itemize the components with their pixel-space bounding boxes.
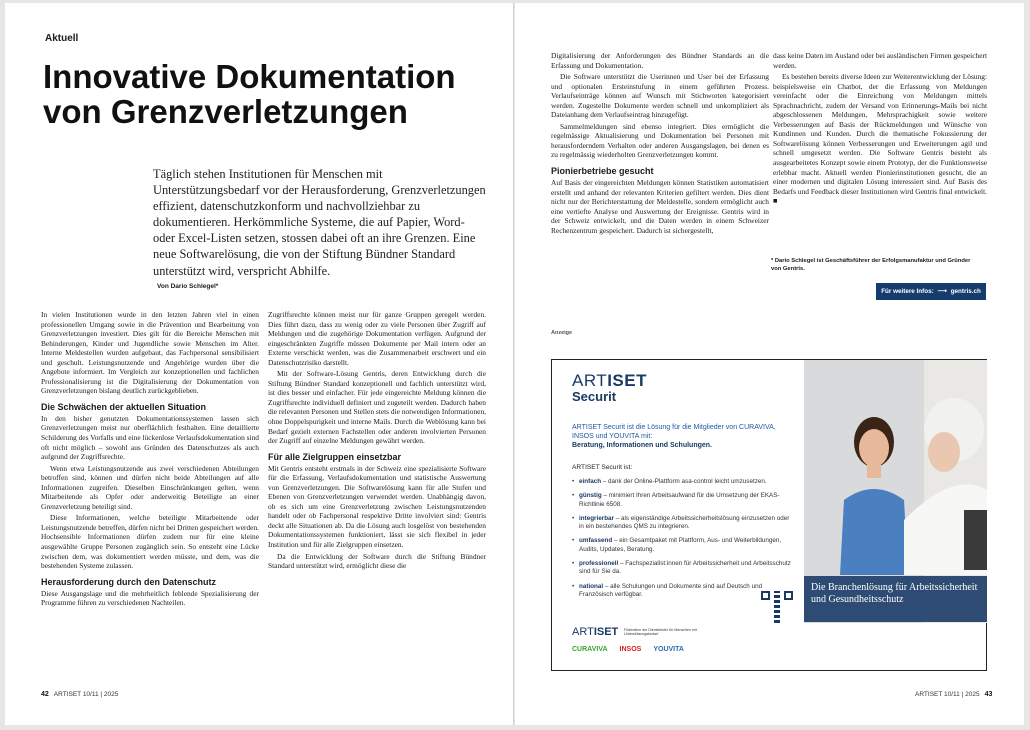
- logo-part-b: ISET: [607, 371, 647, 390]
- footer-tagline: Föderation der Dienstleister für Menschen mit Unterstützungsbedarf: [624, 628, 697, 637]
- paragraph: Die Software unterstützt die Userinnen und User bei der Erfassung und optionalen Ersteinstufung in einem geführten Prozess. Verlaufseinträge können auf Wunsch mit Stichworten kategorisiert werden. Zugestellte Dokumente werden schnell und unkompliziert als Dateianhang dem Verlaufseintrag hinzugefügt.: [551, 72, 769, 120]
- feature-text: – alle Schulungen und Dokumente sind auf Deutsch und Französisch verfügbar.: [579, 582, 763, 598]
- list-item: [572, 560, 792, 577]
- paragraph: dass keine Daten im Ausland oder bei ausländischen Firmen gespeichert werden.: [773, 51, 987, 70]
- product-name: Securit: [572, 389, 617, 404]
- more-info-url: gentris.ch: [950, 288, 981, 295]
- ad-list-title: ARTISET Securit ist:: [572, 464, 633, 471]
- ad-feature-list: [572, 478, 792, 605]
- ad-banner: Die Branchenlösung für Arbeitssicherheit und Gesundheitsschutz: [804, 576, 987, 622]
- list-item: [572, 515, 792, 532]
- arrow-right-icon: ⟶: [937, 288, 947, 295]
- subheading: Für alle Zielgruppen einsetzbar: [268, 451, 402, 462]
- byline: Von Dario Schlegel*: [157, 283, 219, 290]
- subheading: Pionierbetriebe gesucht: [551, 166, 654, 177]
- section-kicker: Aktuell: [45, 33, 79, 44]
- ad-logo: [572, 371, 647, 404]
- more-info-link[interactable]: [876, 283, 986, 300]
- feature-term: günstig: [579, 492, 602, 500]
- paragraph: Auf Basis der eingereichten Meldungen können Statistiken automatisiert erstellt und anhand der relevanten Kriterien gefiltert werden. Dies dient nicht nur der Berichterstattung der Meldestelle, sondern ermöglicht auch eine vertiefte Analyse und Auswertung der Ereignisse. Gentris wird in der Schweiz entwickelt, und die Daten werden in einem Schweizer Rechenzentrum gespeichert. Dadurch ist sichergestellt,: [551, 178, 769, 235]
- page-folio: [41, 691, 118, 698]
- footer-brand-a: ART: [572, 626, 594, 638]
- footer-brand-b: ISET: [593, 626, 619, 638]
- qr-code-icon[interactable]: [761, 591, 793, 623]
- feature-text: – dank der Online-Plattform asa-control leicht umzusetzen.: [602, 478, 767, 485]
- paragraph: Da die Entwicklung der Software durch die Stiftung Bündner Standard unterstützt wird, ermöglicht diese die: [268, 551, 486, 571]
- paragraph: Zugriffsrechte können meist nur für ganze Gruppen geregelt werden. Dies führt dazu, dass zu wenig oder zu viele Personen über Zugriff auf Meldungen und die zugehörige Dokumentation verfügen. Aufgrund der eingeschränkten Zugriffe müssen Dokumente per Mail intern oder an Externe verschickt werden, was die Zusammenarbeit erschwert und ein Datenschutzrisiko darstellt.: [268, 310, 486, 367]
- partner-curaviva: CURAVIVA: [572, 646, 608, 653]
- article-lead: Täglich stehen Institutionen für Menschen mit Unterstützungsbedarf vor der Herausforderung, Grenzverletzungen effizient, datenschutzkonform und nachvollziehbar zu dokumentieren. Herkömmliche Systeme, die auf Papier, Word- oder Excel-Listen setzen, stossen dabei oft an ihre Grenzen. Eine neue Softwarelösung, die von der Stiftung Bündner Standard unterstützt wird, verspricht Abhilfe.: [153, 167, 486, 278]
- ad-intro-text: ARTISET Securit ist die Lösung für die Mitglieder von CURAVIVA, INSOS und YOUVITA mit:: [572, 424, 776, 440]
- text-column-2: [268, 310, 486, 573]
- paragraph: Digitalisierung der Anforderungen des Bündner Standards an die Erfassung und Dokumentation.: [551, 51, 769, 70]
- paragraph: Sammelmeldungen sind ebenso integriert. Dies ermöglicht die regelmässige Aktualisierung und Dokumentation bei Personen mit herausforderndem Verhalten oder anderen Ausgangslagen, bei denen es zu regelmässig wiederholten Grenzverletzungen kommt.: [551, 121, 769, 160]
- author-footnote: * Dario Schlegel ist Geschäftsführer der Erfolgsmanufaktur und Gründer von Gentris.: [771, 258, 971, 272]
- more-info-label: Für weitere Infos:: [881, 288, 934, 295]
- paragraph: In vielen Institutionen wurde in den letzten Jahren viel in einen professionellen Umgang sowie in die Prävention und Bearbeitung von Grenzverletzungen investiert. Dies gilt für die Bereiche Menschen mit Behinderungen, Kinder und Jugendliche sowie Menschen im Alter. Interne Meldestellen wurden aufgebaut, das Fachpersonal sensibilisiert und geschult. Leistungsnutzende und Angehörige wurden über die Angebote informiert. Im Vergleich zur konzeptionellen und fachlichen Professionalisierung ist die Digitalisierung der Dokumentation von Grenzverletzungen bislang deutlich zurückgeblieben.: [41, 310, 259, 396]
- partner-youvita: YOUVITA: [653, 646, 684, 653]
- paragraph: Wenn etwa Leistungsnutzende aus zwei verschiedenen Abteilungen betroffen sind, können und dürfen nicht beide Abteilungen auf alle Informationen zugreifen. Dieselben Einschränkungen gelten, wenn Mitarbeitende als Opfer oder anderweitig Beteiligte an einer Grenzverletzung beteiligt sind.: [41, 463, 259, 511]
- feature-text: – ein Gesamtpaket mit Plattform, Aus- und Weiterbildungen, Audits, Updates, Beratung.: [579, 537, 782, 553]
- right-page: [515, 3, 1024, 725]
- list-item: [572, 478, 792, 486]
- feature-text: – Fachspezialist:innen für Arbeitssicherheit und Arbeitsschutz sind für Sie da.: [579, 560, 791, 576]
- feature-term: professionell: [579, 560, 619, 568]
- paragraph: Mit der Software-Lösung Gentris, deren Entwicklung durch die Stiftung Bündner Standard konzeptionell und fachlich unterstützt wird, ist dies besser und einfacher. Für jede eingereichte Meldung können die Zugriffsrechte individuell definiert und zugeteilt werden. Dadurch haben die relevanten Personen und Stellen stets die notwendigen Informationen, ohne Doppelspurigkeit und interne Mails. Durch die Weblösung kann bei Bedarf gezielt externen Fachstellen oder anderen involvierten Personen der Zugriff auf einzelne Meldungen gewährt werden.: [268, 369, 486, 446]
- magazine-issue: ARTISET 10/11 | 2025: [915, 691, 980, 698]
- subheading: Herausforderung durch den Datenschutz: [41, 576, 217, 587]
- magazine-issue: ARTISET 10/11 | 2025: [53, 691, 119, 698]
- subheading: Die Schwächen der aktuellen Situation: [41, 401, 207, 412]
- left-page: [5, 3, 514, 725]
- page-folio: [915, 691, 992, 698]
- ad-intro-bold: Beratung, Informationen und Schulungen.: [572, 442, 712, 449]
- text-column-1: [41, 310, 259, 610]
- feature-term: integrierbar: [579, 514, 614, 522]
- paragraph: Diese Informationen, welche beteiligte Mitarbeitende oder Leistungsnutzende betreffen, dürfen nicht bei Dritten gespeichert werden. Hochsensible Informationen dürfen zudem nur für eine kleine ausgewählte Gruppe Personen zugänglich sein. So entsteht eine Lücke zwischen dem, was dokumentiert werden müsste, und dem, was die bestehenden Systeme zulassen.: [41, 513, 260, 571]
- paragraph: Mit Gentris entsteht erstmals in der Schweiz eine spezialisierte Software für die Erfassung, Verlaufsdokumentation und statistische Auswertung von Grenzverletzungen. Die Softwarelösung kann für alle Stufen und Ebenen von Grenzverletzungen verwendet werden. Unabhängig davon, ob es sich um eine Grenzverletzung zwischen Leistungsnutzenden handelt oder ob Fachpersonal respektive Dritte involviert sind: Gentris deckt alle Situationen ab. Da die Lösung auch losgelöst von bestehenden Dokumentationssystemen funktioniert, lässt sie sich flexibel in jeder Institution und für alle Zielgruppen einsetzen.: [268, 463, 486, 550]
- feature-term: national: [579, 582, 604, 590]
- feature-term: einfach: [579, 478, 602, 485]
- paragraph: Diese Ausgangslage und die mehrheitlich fehlende Spezialisierung der Programme führen zu verschiedenen Nachteilen.: [41, 588, 259, 608]
- ad-intro: [572, 423, 794, 450]
- partner-logos: [572, 646, 684, 653]
- partner-insos: INSOS: [619, 646, 642, 653]
- feature-text: – minimiert Ihren Arbeitsaufwand für die Umsetzung der EKAS-Richtlinie 6508.: [579, 492, 780, 508]
- feature-term: umfassend: [579, 537, 613, 545]
- text-column-3: [551, 51, 769, 237]
- text-column-4: [773, 51, 987, 208]
- feature-text: – als eigenständige Arbeitssicherheitslösung einzusetzen oder in ein bestehendes QMS zu integrieren.: [579, 514, 790, 531]
- list-item: [572, 492, 792, 509]
- list-item: [572, 583, 792, 600]
- footer-logo: [572, 626, 697, 638]
- advertisement: [551, 359, 987, 671]
- article-headline: Innovative Dokumentation von Grenzverletzungen: [43, 58, 456, 130]
- ad-label: Anzeige: [551, 330, 573, 336]
- list-item: [572, 537, 792, 554]
- logo-part-a: ART: [572, 371, 608, 390]
- page-number: 43: [984, 691, 993, 698]
- page-number: 42: [41, 691, 49, 698]
- paragraph: In den bisher genutzten Dokumentationssystemen lassen sich Grenzverletzungen meist nur oberflächlich festhalten. Eine detaillierte Schilderung des Vorfalls und eine lückenlose Verlaufsdokumentation sind oft nicht möglich – sowohl aus Gründen des Datenschutzes als auch aufgrund der Zugriffsrechte.: [41, 413, 259, 462]
- paragraph: Es bestehen bereits diverse Ideen zur Weiterentwicklung der Lösung: beispielsweise ein Chatbot, der die Erfassung von Meldungen vereinfacht oder die Einreichung von Meldungen mittels Sprachnachricht, zudem der Versand von Erinnerungs-Mails bei nicht abgeschlossenen Meldungen, Mehrsprachigkeit sowie weitere Verbesserungen auf Basis der Rückmeldungen und Wünsche von Kundinnen und Kunden. Durch die thematische Fokussierung der Softwarelösung können Verbesserungen und Erweiterungen agil und schnell umgesetzt werden. Die Software Gentris besteht als ausgearbeitetes Konzept sowie einem Prototyp, der die Funktionsweise erlebbar macht. Aktuell werden Pionierinstitutionen gesucht, die an einer modernen und digitalen Lösung interessiert sind. Auf Basis des Bedarfs und Feedback dieser Institutionen wird Gentris final entwickelt. ■: [773, 72, 987, 206]
